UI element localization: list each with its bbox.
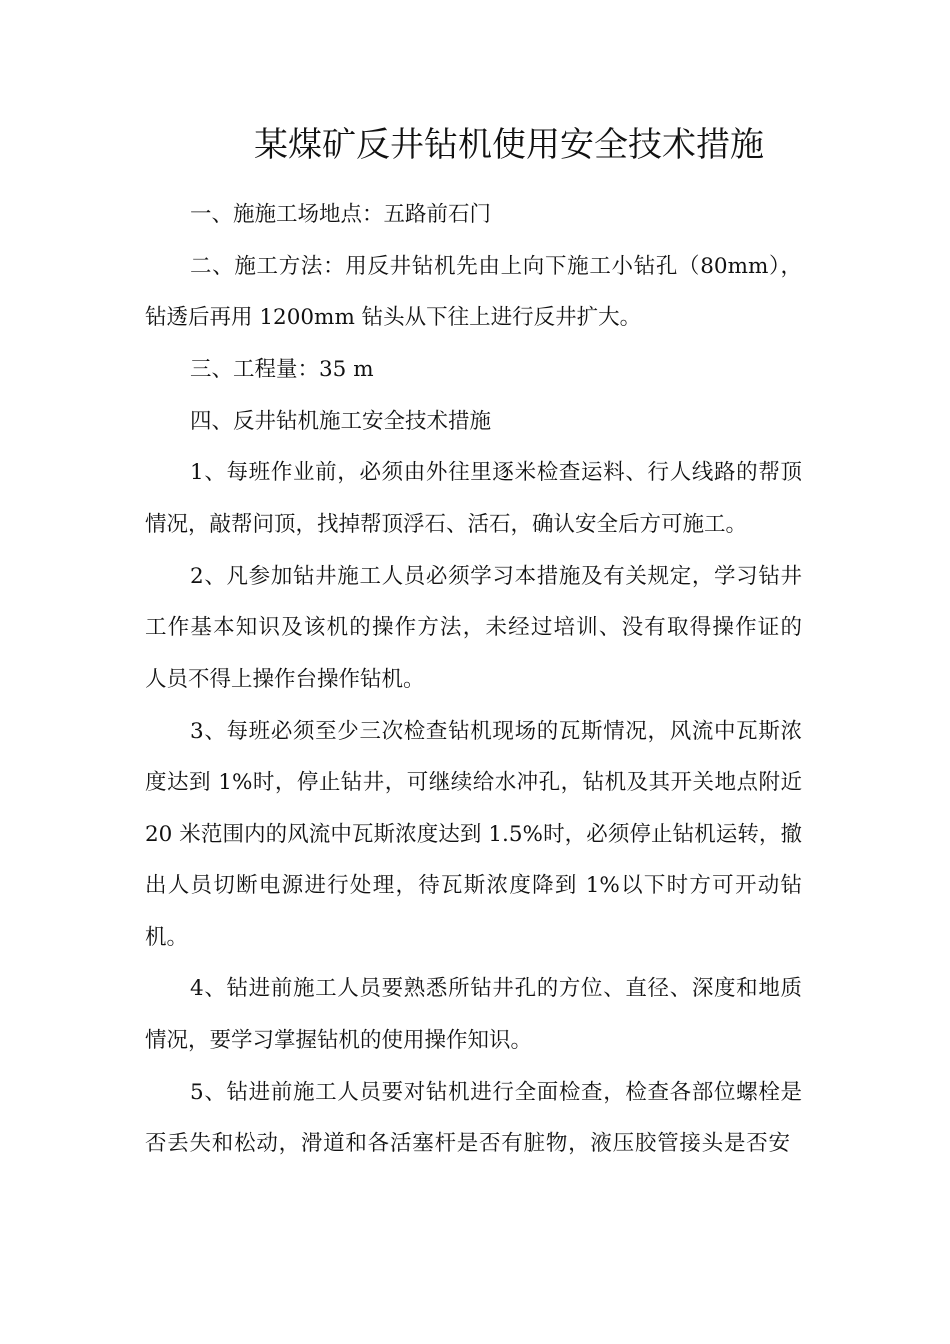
paragraph-line: 一、施施工场地点：五路前石门	[190, 202, 492, 227]
paragraph-line: 机。	[145, 925, 189, 950]
paragraph-line: 情况，要学习掌握钻机的使用操作知识。	[145, 1028, 533, 1053]
paragraph-line: 2、凡参加钻井施工人员必须学习本措施及有关规定，学习钻井	[190, 564, 802, 589]
paragraph-line: 出人员切断电源进行处理，待瓦斯浓度降到 1%以下时方可开动钻	[145, 873, 802, 898]
paragraph-line: 4、钻进前施工人员要熟悉所钻井孔的方位、直径、深度和地质	[190, 976, 802, 1001]
paragraph-line: 3、每班必须至少三次检查钻机现场的瓦斯情况，风流中瓦斯浓	[190, 719, 802, 744]
paragraph-line: 20 米范围内的风流中瓦斯浓度达到 1.5%时，必须停止钻机运转，撤	[145, 822, 802, 847]
paragraph-line: 度达到 1%时，停止钻井，可继续给水冲孔，钻机及其开关地点附近	[145, 770, 802, 795]
paragraph-line: 工作基本知识及该机的操作方法，未经过培训、没有取得操作证的	[145, 615, 802, 640]
paragraph-line: 三、工程量：35 m	[190, 357, 374, 382]
paragraph-line: 1、每班作业前，必须由外往里逐米检查运料、行人线路的帮顶	[190, 460, 802, 485]
paragraph-line: 否丢失和松动，滑道和各活塞杆是否有脏物，液压胶管接头是否安	[145, 1131, 790, 1156]
paragraph-line: 人员不得上操作台操作钻机。	[145, 667, 425, 692]
paragraph-line: 情况，敲帮问顶，找掉帮顶浮石、活石，确认安全后方可施工。	[145, 512, 748, 537]
document-title: 某煤矿反井钻机使用安全技术措施	[254, 125, 764, 165]
paragraph-line: 二、施工方法：用反井钻机先由上向下施工小钻孔（80mm），	[190, 254, 802, 279]
paragraph-line: 5、钻进前施工人员要对钻机进行全面检查，检查各部位螺栓是	[190, 1080, 802, 1105]
paragraph-line: 四、反井钻机施工安全技术措施	[190, 409, 492, 434]
paragraph-line: 钻透后再用 1200mm 钻头从下往上进行反井扩大。	[145, 305, 642, 330]
